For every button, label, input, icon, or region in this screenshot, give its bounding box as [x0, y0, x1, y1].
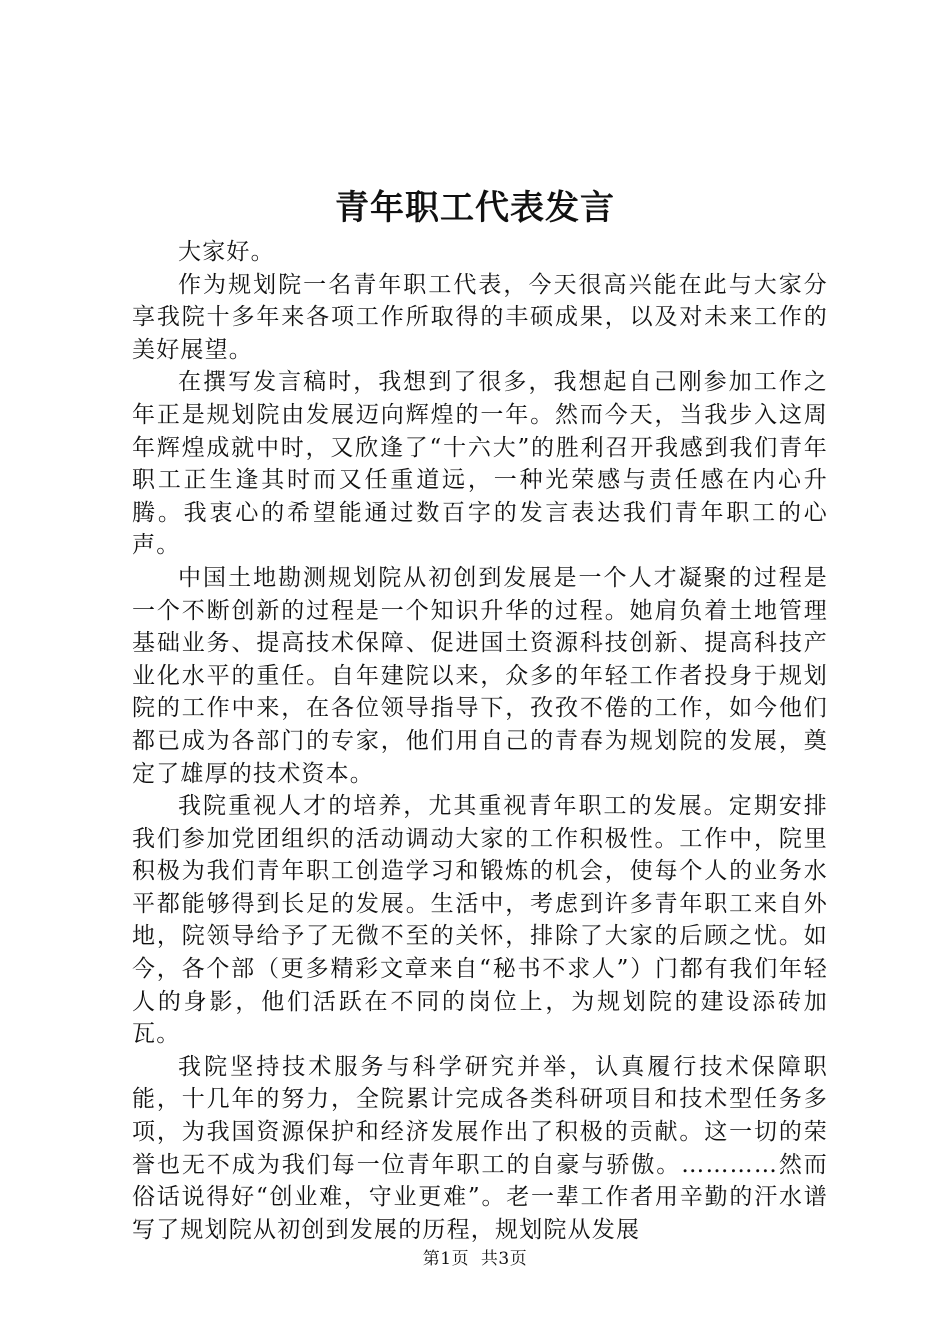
paragraph-greeting: 大家好。 — [178, 239, 275, 265]
document-title: 青年职工代表发言 — [335, 188, 615, 228]
paragraph-institute-history: 中国土地勘测规划院从初创到发展是一个人才凝聚的过程是一个不断创新的过程是一个知识升华的过程。她肩负着土地管理基础业务、提高技术保障、促进国土资源科技创新、提高科技产业化水平的重任。自年建院以来，众多的年轻工作者投身于规划院的工作中来，在各位领导指导下，孜孜不倦的工作，如今他们都已成为各部门的专家，他们用自己的青春为规划院的发展，奠定了雄厚的技术资本。 — [132, 564, 828, 787]
paragraph-achievements: 我院坚持技术服务与科学研究并举，认真履行技术保障职能，十几年的努力，全院累计完成各类科研项目和技术型任务多项，为我国资源保护和经济发展作出了积极的贡献。这一切的荣誉也无不成为我们每一位青年职工的自豪与骄傲。…………然而俗话说得好“创业难，守业更难”。老一辈工作者用辛勤的汗水谱写了规划院从初创到发展的历程，规划院从发展 — [132, 1053, 828, 1243]
paragraph-reflection: 在撰写发言稿时，我想到了很多，我想起自己刚参加工作之年正是规划院由发展迈向辉煌的一年。然而今天，当我步入这周年辉煌成就中时，又欣逢了“十六大”的胜利召开我感到我们青年职工正生逢其时而又任重道远，一种光荣感与责任感在内心升腾。我衷心的希望能通过数百字的发言表达我们青年职工的心声。 — [132, 369, 828, 559]
paragraph-talent-development: 我院重视人才的培养，尤其重视青年职工的发展。定期安排我们参加党团组织的活动调动大家的工作积极性。工作中，院里积极为我们青年职工创造学习和锻炼的机会，使每个人的业务水平都能够得到长足的发展。生活中，考虑到许多青年职工来自外地，院领导给予了无微不至的关怀，排除了大家的后顾之忧。如今，各个部（更多精彩文章来自“秘书不求人”）门都有我们年轻人的身影，他们活跃在不同的岗位上，为规划院的建设添砖加瓦。 — [132, 793, 828, 1048]
page-footer: 第1页 共3页 — [422, 1249, 528, 1269]
document-body — [132, 236, 828, 1246]
paragraph-introduction: 作为规划院一名青年职工代表，今天很高兴能在此与大家分享我院十多年来各项工作所取得的丰硕成果，以及对未来工作的美好展望。 — [132, 271, 828, 363]
